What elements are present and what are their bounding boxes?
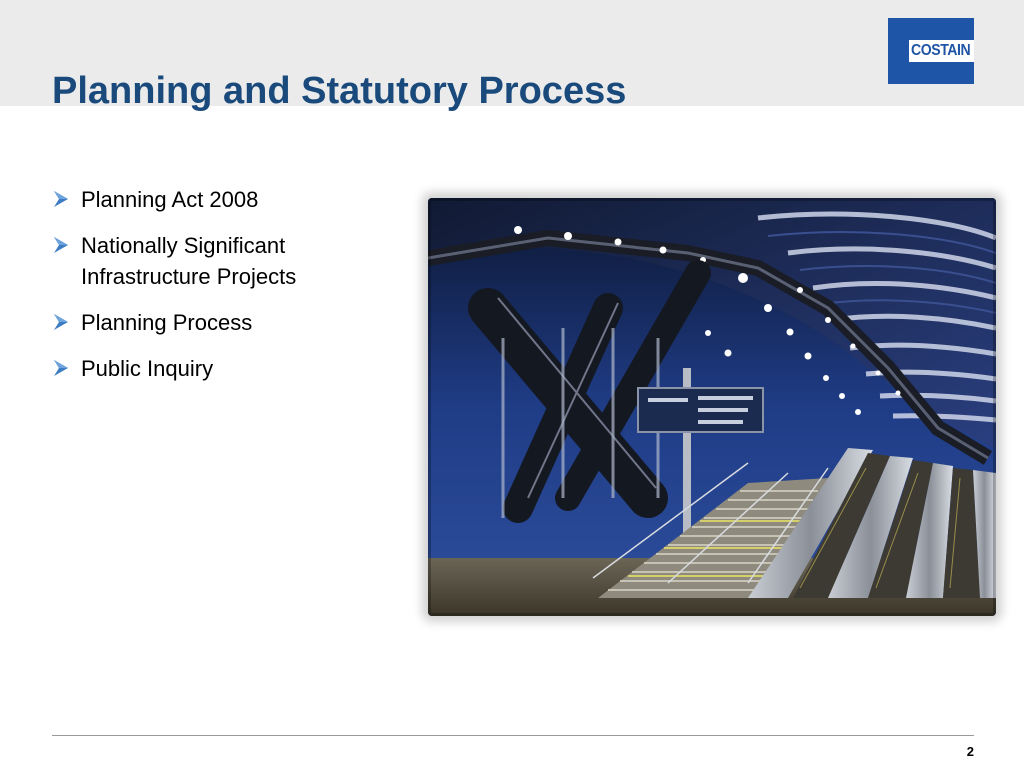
arrow-bullet-icon [52, 190, 70, 208]
costain-logo [888, 18, 974, 84]
bullet-label: Planning Process [81, 310, 253, 335]
bullet-label: Planning Act 2008 [81, 187, 259, 212]
slide-title: Planning and Statutory Process [52, 70, 627, 112]
page-number: 2 [966, 744, 974, 759]
bullet-label: Nationally Significant Infrastructure Projects [81, 233, 297, 289]
station-photo [428, 198, 996, 616]
logo-text: COSTAIN [911, 42, 971, 59]
station-interior-image [428, 198, 996, 616]
logo-bar [909, 40, 974, 62]
bullet-label: Public Inquiry [81, 356, 214, 381]
bullet-list [52, 184, 412, 399]
bullet-item [52, 307, 412, 338]
arrow-bullet-icon [52, 359, 70, 377]
footer-rule [52, 735, 974, 736]
bullet-item [52, 230, 412, 292]
arrow-bullet-icon [52, 313, 70, 331]
bullet-item [52, 184, 412, 215]
arrow-bullet-icon [52, 236, 70, 254]
bullet-item [52, 353, 412, 384]
